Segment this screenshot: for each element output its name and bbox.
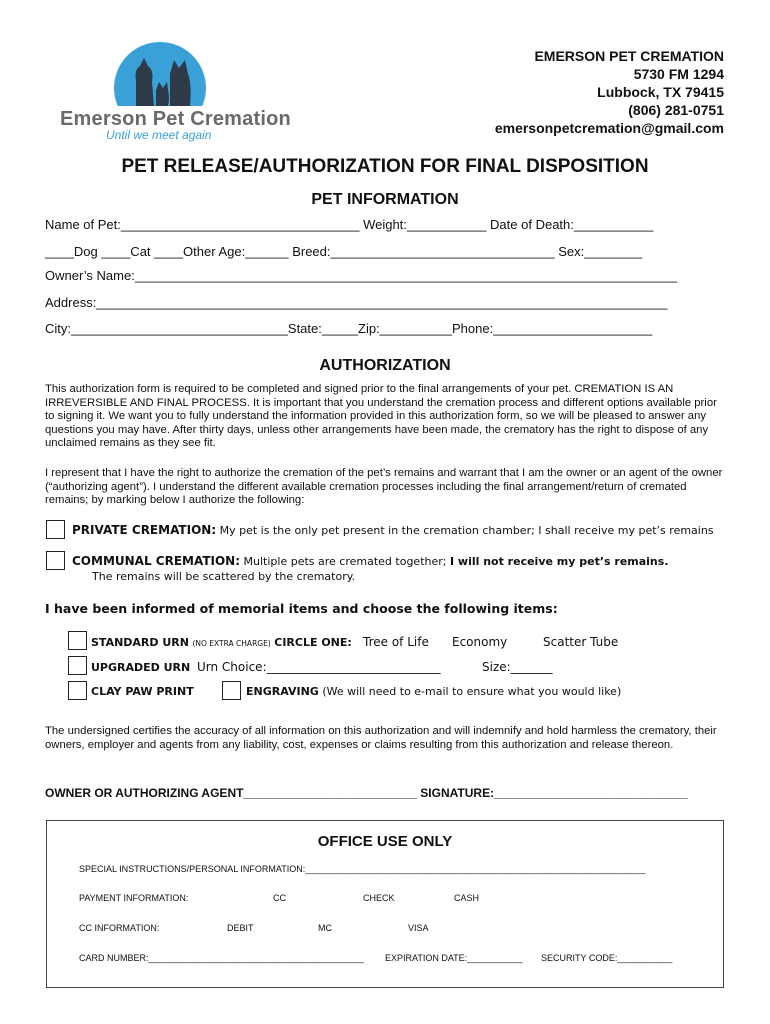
urn-option-tree-of-life[interactable]: Tree of Life (363, 635, 429, 649)
pet-info-heading: PET INFORMATION (311, 191, 459, 208)
memorial-heading: I have been informed of memorial items and choose the following items: (45, 601, 558, 616)
payment-option-cc[interactable]: CC (273, 893, 286, 903)
owner-name-line[interactable]: Owner’s Name:___________________________________________________________________________ (45, 268, 678, 283)
upgraded-urn-label: UPGRADED URN (91, 661, 191, 674)
certification-paragraph: The undersigned certifies the accuracy of all information on this authorization and will indemnify and hold harmless the crematory, their owners, employer and agents from any liability, cost, expenses or claims resulting from this authorization and release thereon. (45, 725, 717, 751)
security-code-field[interactable]: SECURITY CODE:___________ (541, 953, 673, 963)
engraving-note: (We will need to e-mail to ensure what you would like) (318, 685, 622, 698)
city-state-zip: Lubbock, TX 79415 (597, 84, 724, 100)
street-address: 5730 FM 1294 (633, 66, 724, 82)
clay-paw-print-label: CLAY PAW PRINT (91, 685, 194, 698)
contact-block (495, 47, 724, 137)
circle-one-label: CIRCLE ONE: (274, 636, 352, 649)
engraving-option (246, 685, 621, 698)
urn-option-economy[interactable]: Economy (452, 635, 508, 649)
phone-number: (806) 281-0751 (628, 102, 724, 118)
logo-name: Emerson Pet Cremation (60, 108, 291, 130)
business-name: EMERSON PET CREMATION (534, 48, 724, 64)
signature-line[interactable]: OWNER OR AUTHORIZING AGENT__________________________ SIGNATURE:_____________________________ (45, 786, 688, 800)
standard-urn-option (91, 636, 352, 649)
city-state-zip-phone-line[interactable]: City:______________________________State:_____Zip:__________Phone:______________________ (45, 321, 653, 336)
email-address: emersonpetcremation@gmail.com (494, 120, 724, 136)
cc-info-label: CC INFORMATION: (79, 923, 160, 933)
communal-cremation-text: Multiple pets are cremated together; (240, 555, 450, 568)
form-title: PET RELEASE/AUTHORIZATION FOR FINAL DISPOSITION (121, 156, 649, 177)
private-cremation-text: My pet is the only pet present in the cremation chamber; I shall receive my pet’s remains (216, 524, 714, 537)
payment-option-cash[interactable]: CASH (454, 893, 480, 903)
species-age-breed-sex-line[interactable]: ____Dog ____Cat ____Other Age:______ Breed:_______________________________ Sex:________ (45, 244, 643, 259)
authorization-heading: AUTHORIZATION (319, 357, 451, 374)
office-use-box (46, 820, 724, 988)
cc-option-debit[interactable]: DEBIT (227, 923, 254, 933)
clay-paw-print-option (91, 685, 194, 698)
logo-tagline: Until we meet again (106, 128, 212, 142)
payment-info-label: PAYMENT INFORMATION: (79, 893, 189, 903)
cc-option-visa[interactable]: VISA (408, 923, 429, 933)
standard-urn-checkbox[interactable] (68, 631, 87, 650)
pet-name-weight-dod-line[interactable]: Name of Pet:_________________________________ Weight:___________ Date of Death:___________ (45, 217, 654, 232)
communal-cremation-label: COMMUNAL CREMATION: (72, 554, 241, 568)
communal-cremation-note: I will not receive my pet’s remains. (449, 555, 669, 568)
special-instructions-field[interactable]: SPECIAL INSTRUCTIONS/PERSONAL INFORMATION:____________________________________________________________________ (79, 864, 646, 874)
private-cremation-label: PRIVATE CREMATION: (72, 523, 217, 537)
card-number-field[interactable]: CARD NUMBER:___________________________________________ (79, 953, 364, 963)
authorization-paragraph-1: This authorization form is required to be completed and signed prior to the final arrangements of your pet. CREMATION IS AN IRREVERSIBLE AND FINAL PROCESS. It is important that you understand the cremation process and different options available prior to signing it. We want you to fully understand the information provided in this authorization form, so we will be pleased to answer any questions you may have. After thirty days, unless other arrangements have been made, the crematory has the right to dispose of any unclaimed remains as they see fit. (45, 383, 717, 450)
address-line[interactable]: Address:_______________________________________________________________________________ (45, 295, 668, 310)
upgraded-urn-option (91, 661, 190, 674)
payment-option-check[interactable]: CHECK (363, 893, 395, 903)
office-use-heading: OFFICE USE ONLY (317, 833, 453, 850)
urn-option-scatter-tube[interactable]: Scatter Tube (543, 635, 619, 649)
engraving-checkbox[interactable] (222, 681, 241, 700)
urn-size-field[interactable]: Size:_______ (482, 660, 553, 674)
upgraded-urn-checkbox[interactable] (68, 656, 87, 675)
standard-urn-label: STANDARD URN (91, 636, 189, 649)
no-extra-charge-note: (NO EXTRA CHARGE) (192, 639, 271, 648)
engraving-label: ENGRAVING (246, 685, 319, 698)
cc-option-mc[interactable]: MC (318, 923, 332, 933)
authorization-paragraph-2: I represent that I have the right to authorize the cremation of the pet’s remains and warrant that I am the owner or an agent of the owner (“authorizing agent”). I understand the different available cremation processes including the final arrangement/return of cremated remains; by marking below I authorize the following: (45, 467, 723, 507)
private-cremation-option (72, 523, 714, 537)
communal-cremation-option (72, 554, 669, 568)
communal-scatter-note: The remains will be scattered by the crematory. (92, 570, 356, 583)
private-cremation-checkbox[interactable] (46, 520, 65, 539)
urn-choice-field[interactable]: Urn Choice:_____________________________ (197, 660, 441, 674)
clay-paw-print-checkbox[interactable] (68, 681, 87, 700)
expiration-date-field[interactable]: EXPIRATION DATE:___________ (385, 953, 523, 963)
communal-cremation-checkbox[interactable] (46, 551, 65, 570)
